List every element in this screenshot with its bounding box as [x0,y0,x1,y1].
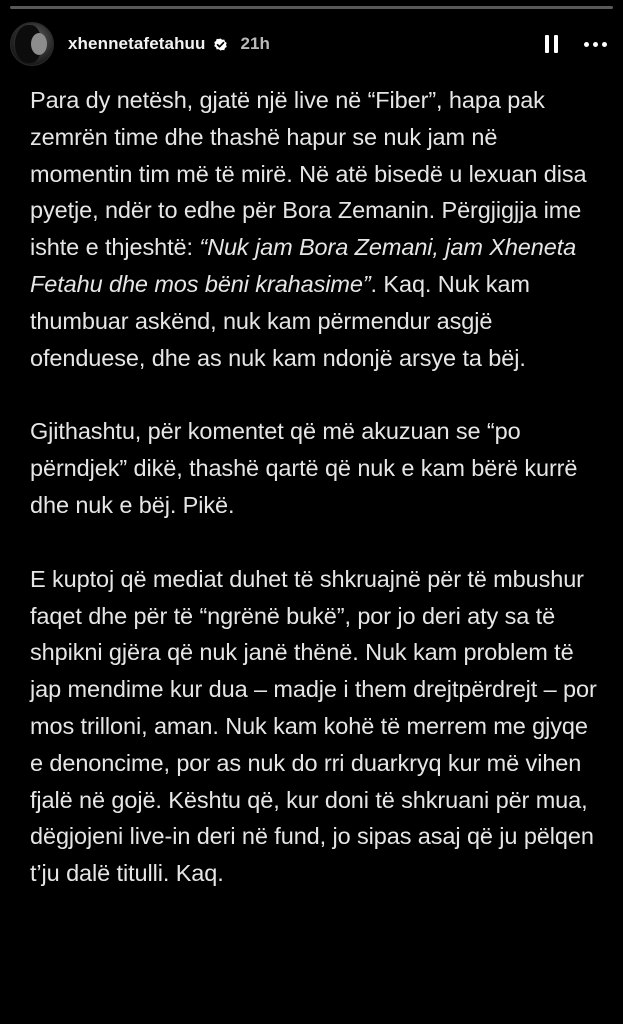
username[interactable]: xhennetafetahuu [68,34,206,53]
more-options-icon [593,42,598,47]
story-progress-segment [10,6,613,9]
verified-badge-icon [212,36,229,53]
more-options-button[interactable] [579,30,611,58]
paragraph-1-quote: “Nuk jam Bora Zemani, jam Xheneta Fetahu dhe mos bëni krahasime” [30,234,577,297]
story-text [30,82,598,892]
story-header [10,22,611,66]
pause-button[interactable] [537,30,565,58]
story-progress-bar [10,6,613,9]
pause-icon [554,35,558,53]
pause-icon [545,35,549,53]
avatar-face [31,33,47,55]
paragraph-1-end: . Kaq. Nuk kam thumbuar askënd, nuk kam përmendur asgjë ofenduese, dhe as nuk kam ndonjë arsye ta bëj. [30,270,530,371]
more-options-icon [584,42,589,47]
paragraph-3: E kuptoj që mediat duhet të shkruajnë për të mbushur faqet dhe për të “ngrënë bukë”, por jo deri aty sa të shpikni gjëra që nuk janë thënë. Nuk kam problem të jap mendime kur dua – madje i them drejtpërdrejt – por mos trilloni, aman. Nuk kam kohë të merrem me gjyqe e denoncime, por as nuk do rri duarkryq kur më vihen fjalë në gojë. Kështu që, kur doni të shkruani për mua, dëgjojeni live-in deri në fund, jo sipas asaj që ju pëlqen t’ju dalë titulli. Kaq. [30,565,597,887]
post-time: 21h [240,34,270,53]
paragraph-2: Gjithashtu, për komentet që më akuzuan se “po përndjek” dikë, thashë qartë që nuk e kam bërë kurrë dhe nuk e bëj. Pikë. [30,418,578,518]
paragraph-1 [30,82,598,376]
paragraph-1-start: Para dy netësh, gjatë një live në “Fiber”, hapa pak zemrën time dhe thashë hapur se nuk jam në momentin tim më të mirë. Në atë bisedë u lexuan disa pyetje, ndër to edhe për Bora Zemanin. Përgjigjja ime ishte e thjeshtë: [30,87,587,261]
more-options-icon [602,42,607,47]
avatar[interactable] [10,22,54,66]
